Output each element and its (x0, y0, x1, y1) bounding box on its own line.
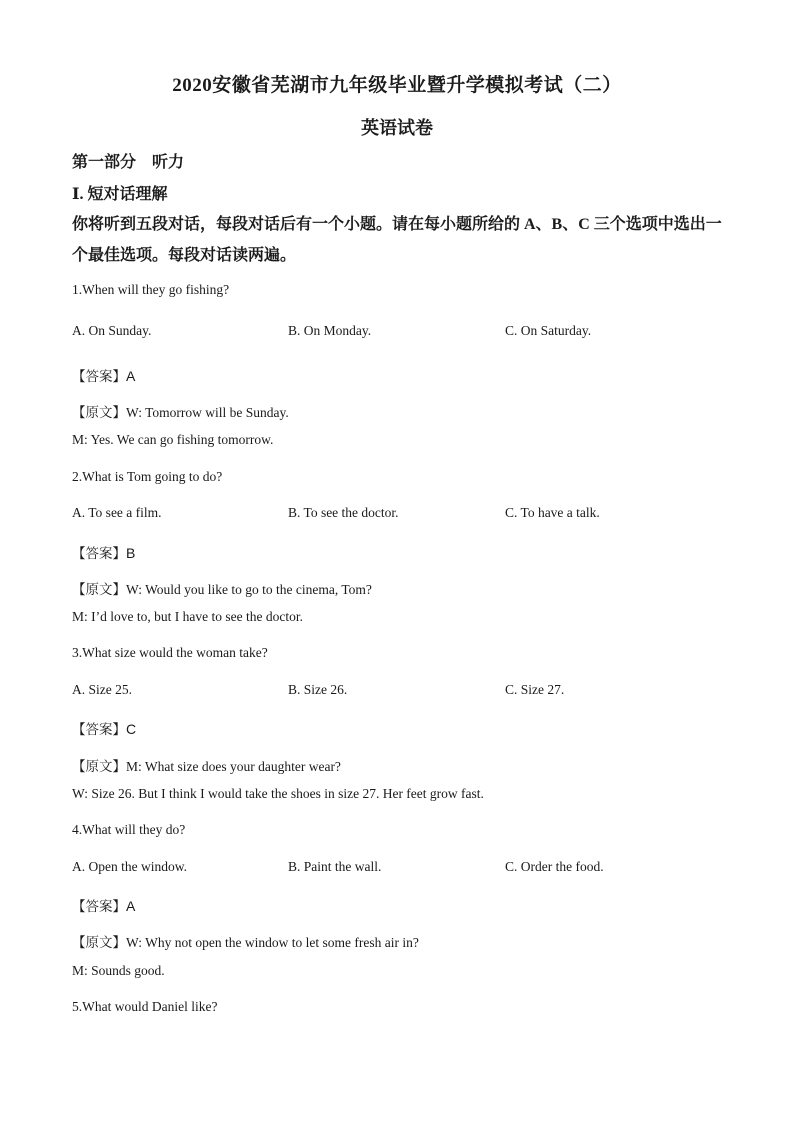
transcript-line: W: Why not open the window to let some fresh air in? (126, 935, 419, 950)
section-heading: Ⅰ. 短对话理解 (72, 186, 168, 203)
q4-answer (72, 895, 135, 915)
question-3: 3.What size would the woman take? (72, 645, 268, 660)
question-2: 2.What is Tom going to do? (72, 469, 223, 484)
answer-value: B (126, 545, 136, 561)
q3-option-b: B. Size 26. (288, 682, 348, 697)
answer-value: C (126, 721, 137, 737)
q3-option-c: C. Size 27. (505, 682, 565, 697)
transcript-label: 【原文】 (72, 582, 126, 597)
q3-transcript-1 (72, 755, 341, 775)
q1-answer (72, 365, 135, 385)
transcript-label: 【原文】 (72, 759, 126, 774)
q4-transcript-1 (72, 931, 419, 951)
q2-option-a: A. To see a film. (72, 505, 162, 520)
transcript-label: 【原文】 (72, 935, 126, 950)
q2-option-b: B. To see the doctor. (288, 505, 399, 520)
answer-label: 【答案】 (72, 546, 126, 561)
answer-value: A (126, 368, 136, 384)
q4-option-c: C. Order the food. (505, 859, 604, 874)
q1-transcript-2: M: Yes. We can go fishing tomorrow. (72, 432, 274, 447)
transcript-line: W: Tomorrow will be Sunday. (126, 405, 289, 420)
question-4: 4.What will they do? (72, 822, 186, 837)
question-5: 5.What would Daniel like? (72, 999, 218, 1014)
q2-option-c: C. To have a talk. (505, 505, 600, 520)
transcript-label: 【原文】 (72, 405, 126, 420)
q4-transcript-2: M: Sounds good. (72, 963, 165, 978)
q4-option-a: A. Open the window. (72, 859, 187, 874)
transcript-line: W: Would you like to go to the cinema, Tom? (126, 582, 372, 597)
part-heading: 第一部分 听力 (72, 154, 185, 171)
q4-option-b: B. Paint the wall. (288, 859, 382, 874)
q1-option-a: A. On Sunday. (72, 323, 152, 338)
page-subtitle: 英语试卷 (361, 118, 433, 138)
q1-option-c: C. On Saturday. (505, 323, 592, 338)
q2-transcript-2: M: I’d love to, but I have to see the doctor. (72, 609, 303, 624)
q2-answer (72, 542, 135, 562)
q3-option-a: A. Size 25. (72, 682, 132, 697)
answer-value: A (126, 898, 136, 914)
question-1: 1.When will they go fishing? (72, 282, 230, 297)
q2-transcript-1 (72, 578, 372, 598)
page-title: 2020安徽省芜湖市九年级毕业暨升学模拟考试（二） (172, 75, 622, 96)
q3-transcript-2: W: Size 26. But I think I would take the shoes in size 27. Her feet grow fast. (72, 786, 484, 801)
q1-option-b: B. On Monday. (288, 323, 372, 338)
answer-label: 【答案】 (72, 369, 126, 384)
q1-transcript-1 (72, 401, 289, 421)
transcript-line: M: What size does your daughter wear? (126, 759, 341, 774)
answer-label: 【答案】 (72, 899, 126, 914)
q3-answer (72, 718, 136, 738)
answer-label: 【答案】 (72, 722, 126, 737)
section-instruction: 你将听到五段对话，每段对话后有一个小题。请在每小题所给的 A、B、C 三个选项中选出一个最佳选项。每段对话读两遍。 (72, 216, 722, 264)
